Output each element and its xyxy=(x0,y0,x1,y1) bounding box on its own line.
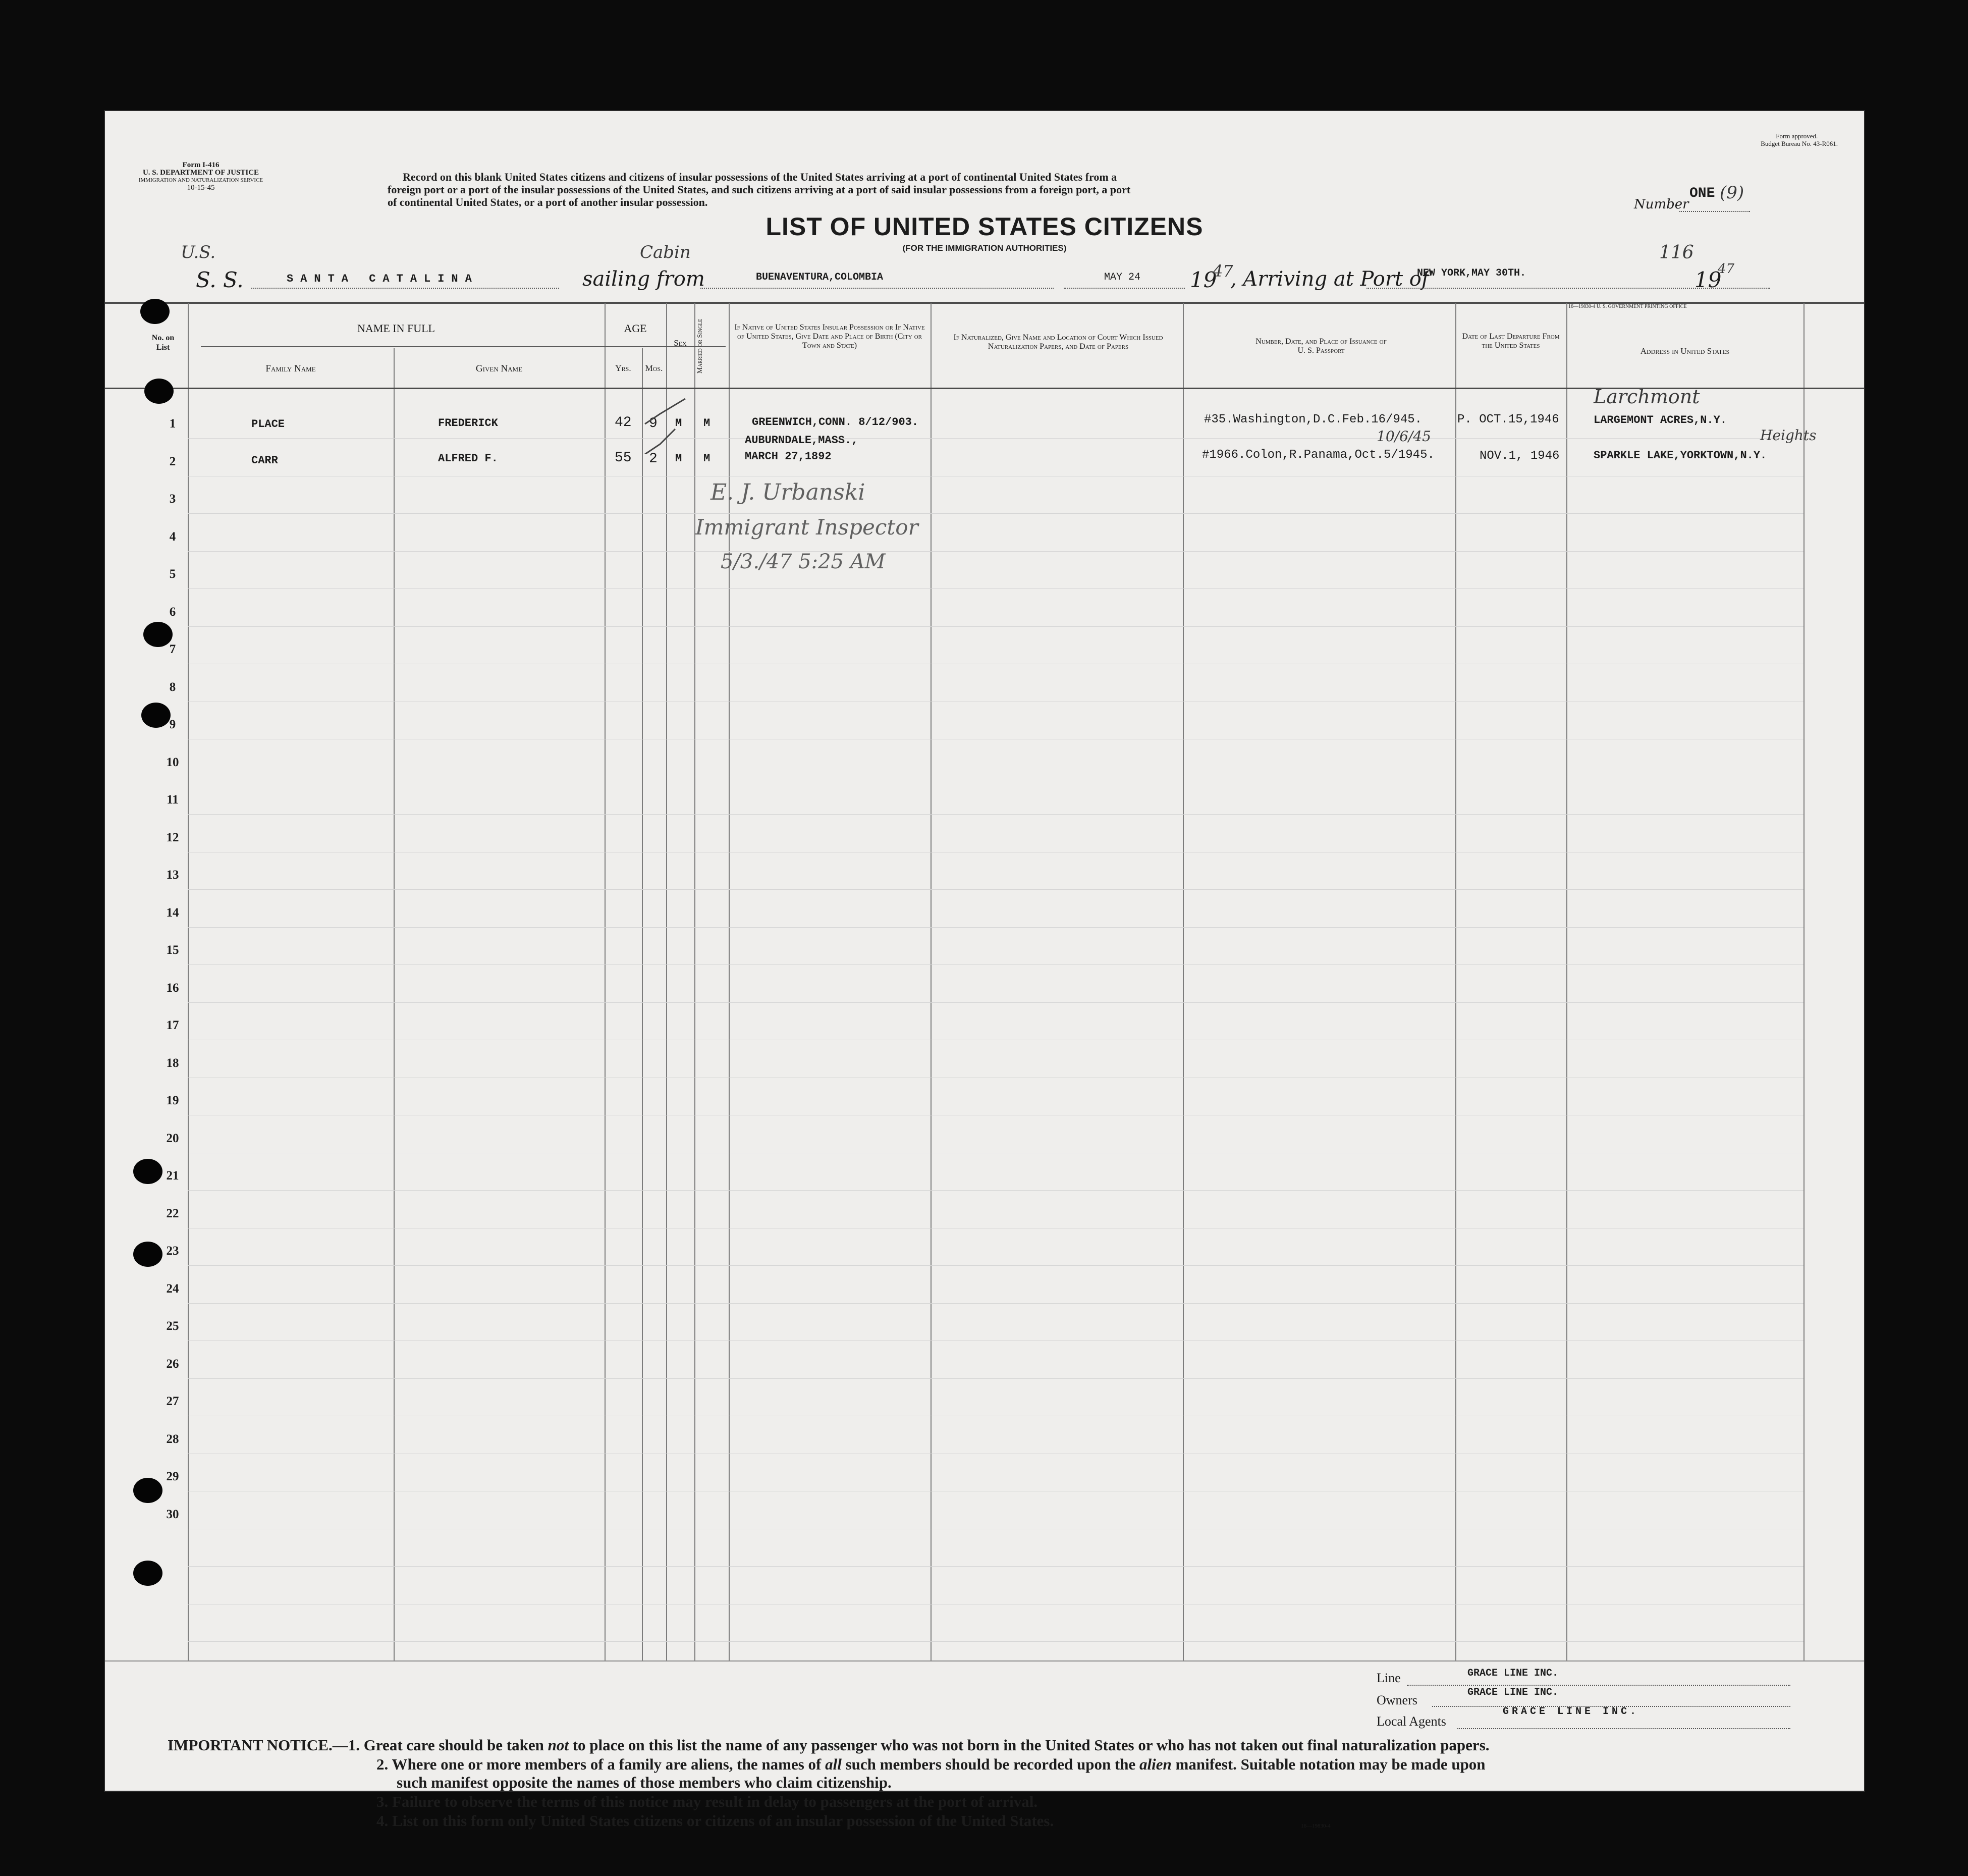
row-number: 3 xyxy=(169,492,176,506)
rule-line xyxy=(188,438,1803,439)
ruled-area xyxy=(188,414,1803,1655)
row-number: 18 xyxy=(166,1056,179,1070)
row-number: 10 xyxy=(166,755,179,769)
service-name: IMMIGRATION AND NATURALIZATION SERVICE xyxy=(138,177,263,183)
number-handwritten: (9) xyxy=(1720,183,1744,203)
arrival-year-prefix: 19 xyxy=(1694,267,1722,292)
rule-line xyxy=(188,626,1803,627)
row2-yrs: 55 xyxy=(615,450,632,466)
rule-line xyxy=(188,551,1803,552)
notice-2 xyxy=(376,1755,1486,1774)
port-from-underline xyxy=(700,288,1054,289)
budget-bureau: Budget Bureau No. 43-R061. xyxy=(1761,140,1838,147)
punch-hole xyxy=(140,299,170,324)
form-date: 10-15-45 xyxy=(187,184,215,192)
col-given-name: Given Name xyxy=(475,363,523,374)
number-value: ONE xyxy=(1689,186,1715,201)
ship-name: SANTA CATALINA xyxy=(287,273,479,285)
col-married: Married or Single xyxy=(696,318,704,373)
row-number: 20 xyxy=(166,1131,179,1145)
col-passport: Number, Date, and Place of Issuance of U. S. Passport xyxy=(1255,337,1387,355)
agents-value: GRACE LINE INC. xyxy=(1503,1706,1639,1718)
ship-underline xyxy=(251,288,559,289)
notice-2-d: such manifest opposite the names of those members who claim citizenship. xyxy=(397,1774,892,1791)
page-subtitle: (FOR THE IMMIGRATION AUTHORITIES) xyxy=(902,243,1067,253)
row-number: 14 xyxy=(166,905,179,920)
inspector-date: 5/3./47 5:25 AM xyxy=(721,550,886,573)
row-number: 11 xyxy=(167,793,179,807)
row-number: 9 xyxy=(169,718,176,731)
agents-underline xyxy=(1457,1728,1790,1729)
row-number: 8 xyxy=(169,680,176,694)
row-number: 26 xyxy=(166,1357,179,1371)
rule-line xyxy=(188,1641,1803,1642)
row-number: 28 xyxy=(166,1432,179,1446)
notice-2-emphasis: all xyxy=(825,1755,842,1773)
notice-1 xyxy=(168,1736,1490,1754)
notice-1-a: Great care should be taken xyxy=(363,1736,544,1754)
row-number: 30 xyxy=(166,1507,179,1521)
notice-4: 4. List on this form only United States citizens or citizens of an insular possession of the United States. xyxy=(376,1812,1054,1830)
number-label: Number xyxy=(1634,197,1689,212)
notice-2-emphasis-2: alien xyxy=(1139,1755,1172,1773)
col-native: If Native of United States Insular Possession or If Native of United States, Give Date and Place of Birth (City or Town and State) xyxy=(734,323,925,350)
row1-given-name: FREDERICK xyxy=(438,417,498,430)
instructions xyxy=(388,171,1130,208)
row-number: 21 xyxy=(166,1169,179,1183)
rule-line xyxy=(188,1303,1803,1304)
col-age: AGE xyxy=(624,322,647,335)
sailing-date: MAY 24 xyxy=(1104,272,1141,283)
row1-marital: M xyxy=(703,417,710,430)
rule-line xyxy=(188,1566,1803,1567)
arrival-number: 116 xyxy=(1659,242,1694,263)
notice-2-c: manifest. Suitable notation may be made upon xyxy=(1175,1755,1486,1773)
row1-birth: GREENWICH,CONN. 8/12/903. xyxy=(752,416,919,428)
port-arrival: NEW YORK,MAY 30TH. xyxy=(1417,267,1526,279)
check-mark-icon xyxy=(645,399,685,424)
notice-1-emphasis: not xyxy=(548,1736,569,1754)
row1-mos: 9 xyxy=(649,416,658,432)
form-id-block xyxy=(135,162,266,192)
rule-line xyxy=(188,927,1803,928)
rule-line xyxy=(188,1002,1803,1003)
row2-departure: NOV.1, 1946 xyxy=(1480,449,1560,463)
col-family-name: Family Name xyxy=(265,363,316,374)
row-number: 13 xyxy=(166,868,179,882)
row-number: 19 xyxy=(166,1094,179,1107)
row-number: 16 xyxy=(166,981,179,995)
row-number: 29 xyxy=(166,1470,179,1483)
notice-2-b: such members should be recorded upon the xyxy=(845,1755,1136,1773)
line-value: GRACE LINE INC. xyxy=(1467,1668,1559,1679)
footer-code: 16—19830-4 xyxy=(1301,1823,1331,1829)
rule-line xyxy=(188,964,1803,965)
sailing-from-label: sailing from xyxy=(582,267,705,291)
row-number: 23 xyxy=(166,1244,179,1258)
col-last-departure: Date of Last Departure From the United States xyxy=(1462,332,1560,350)
class-handwritten: Cabin xyxy=(640,242,691,262)
col-no-on-list xyxy=(145,333,186,352)
row2-passport: #1966.Colon,R.Panama,Oct.5/1945. xyxy=(1202,448,1435,462)
notice-3: 3. Failure to observe the terms of this notice may result in delay to passengers at the port of arrival. xyxy=(376,1793,1038,1810)
row-number: 4 xyxy=(169,529,176,544)
col-yrs: Yrs. xyxy=(615,363,631,373)
punch-hole xyxy=(133,1561,162,1586)
notice-1-b: to place on this list the name of any passenger who was not born in the United States or who has not taken out final naturalization papers. xyxy=(572,1736,1490,1754)
date-underline xyxy=(1064,288,1185,289)
printing-office: 16—19830-4 U. S. GOVERNMENT PRINTING OFFICE xyxy=(1568,304,1687,309)
manifest-sheet xyxy=(105,111,1864,1830)
row1-address-handwritten: Larchmont xyxy=(1594,386,1700,408)
row2-address: SPARKLE LAKE,YORKTOWN,N.Y. xyxy=(1594,449,1767,462)
row-number: 15 xyxy=(166,943,179,957)
row-number: 7 xyxy=(169,642,176,656)
inspector-title: Immigrant Inspector xyxy=(695,515,918,540)
rule-line xyxy=(188,1378,1803,1379)
col-divider xyxy=(1803,303,1805,1660)
port-from: BUENAVENTURA,COLOMBIA xyxy=(756,272,884,283)
rule-line xyxy=(188,814,1803,815)
row2-family-name: CARR xyxy=(251,454,278,467)
instructions-line-3: of continental United States, or a port of another insular possession. xyxy=(388,196,708,208)
year-suffix: 47 xyxy=(1213,261,1233,281)
row-number: 22 xyxy=(166,1206,179,1220)
row-number: 24 xyxy=(166,1281,179,1296)
row1-passport: #35.Washington,D.C.Feb.16/945. xyxy=(1204,413,1423,426)
rule-line xyxy=(188,889,1803,890)
instructions-line-1: Record on this blank United States citizens and citizens of insular possessions of the United States arriving at a port of continental United States from a xyxy=(403,171,1117,183)
rule-line xyxy=(188,1265,1803,1266)
row-number: 1 xyxy=(169,417,176,431)
owners-value: GRACE LINE INC. xyxy=(1467,1687,1559,1698)
form-approved: Form approved. xyxy=(1776,132,1818,140)
page-title: LIST OF UNITED STATES CITIZENS xyxy=(766,212,1204,241)
row1-address: LARGEMONT ACRES,N.Y. xyxy=(1594,414,1727,426)
col-naturalized: If Naturalized, Give Name and Location of Court Which Issued Naturalization Papers, and Date of Papers xyxy=(953,333,1163,351)
col-sex: Sex xyxy=(674,338,687,348)
rule-line xyxy=(188,513,1803,514)
line-underline xyxy=(1407,1685,1790,1686)
rule-line xyxy=(188,588,1803,589)
row2-address-handwritten: Heights xyxy=(1760,427,1817,444)
inspector-name: E. J. Urbanski xyxy=(710,479,865,505)
row-number: 6 xyxy=(169,605,176,619)
row2-birth-line2: MARCH 27,1892 xyxy=(745,450,832,463)
rule-line xyxy=(188,1190,1803,1191)
col-address: Address in United States xyxy=(1640,346,1730,356)
row1-family-name: PLACE xyxy=(251,418,285,431)
notice-2-a: 2. Where one or more members of a family are aliens, the names of xyxy=(376,1755,822,1773)
year-prefix: 19 xyxy=(1190,267,1217,292)
agents-label: Local Agents xyxy=(1377,1714,1446,1729)
row-number: 12 xyxy=(166,830,179,844)
line-label: Line xyxy=(1377,1671,1401,1685)
approval-block xyxy=(1761,132,1838,147)
row1-yrs: 42 xyxy=(615,415,632,431)
row-number: 2 xyxy=(169,454,176,468)
table-top-rule xyxy=(105,302,1864,304)
row2-mos: 2 xyxy=(649,451,658,467)
table-bottom-rule xyxy=(105,1660,1864,1661)
name-age-rule xyxy=(201,346,726,347)
check-mark-icon xyxy=(645,429,675,454)
row-number: 5 xyxy=(169,567,176,581)
row1-departure: P. OCT.15,1946 xyxy=(1457,413,1559,426)
us-handwritten: U.S. xyxy=(181,242,216,262)
row2-birth-line1: AUBURNDALE,MASS., xyxy=(745,434,858,447)
row-number: 25 xyxy=(166,1319,179,1333)
check-marks-svg xyxy=(640,394,695,454)
col-name-in-full: NAME IN FULL xyxy=(357,322,435,335)
row2-sex: M xyxy=(675,452,682,465)
row2-marital: M xyxy=(703,452,710,465)
instructions-line-2: foreign port or a port of the insular possessions of the United States, and such citizens arriving at a port of said insular possessions from a foreign port, a port xyxy=(388,183,1131,196)
row2-given-name: ALFRED F. xyxy=(438,452,498,465)
row1-sex: M xyxy=(675,417,682,430)
punch-hole xyxy=(144,379,174,404)
owners-label: Owners xyxy=(1377,1693,1417,1707)
notice-title: IMPORTANT NOTICE.—1. xyxy=(168,1736,360,1754)
ss-label: S. S. xyxy=(196,267,244,292)
form-number: Form I-416 xyxy=(182,161,220,169)
department-name: U. S. DEPARTMENT OF JUSTICE xyxy=(142,169,259,177)
row-number: 17 xyxy=(166,1019,179,1032)
row-number: 27 xyxy=(166,1395,179,1408)
arrival-year-suffix: 47 xyxy=(1718,261,1735,277)
row2-passport-handwritten: 10/6/45 xyxy=(1377,428,1431,445)
col-mos: Mos. xyxy=(645,363,663,373)
arriving-label: , Arriving at Port of xyxy=(1230,267,1429,291)
col-no-on-list-text: No. on List xyxy=(151,334,175,352)
